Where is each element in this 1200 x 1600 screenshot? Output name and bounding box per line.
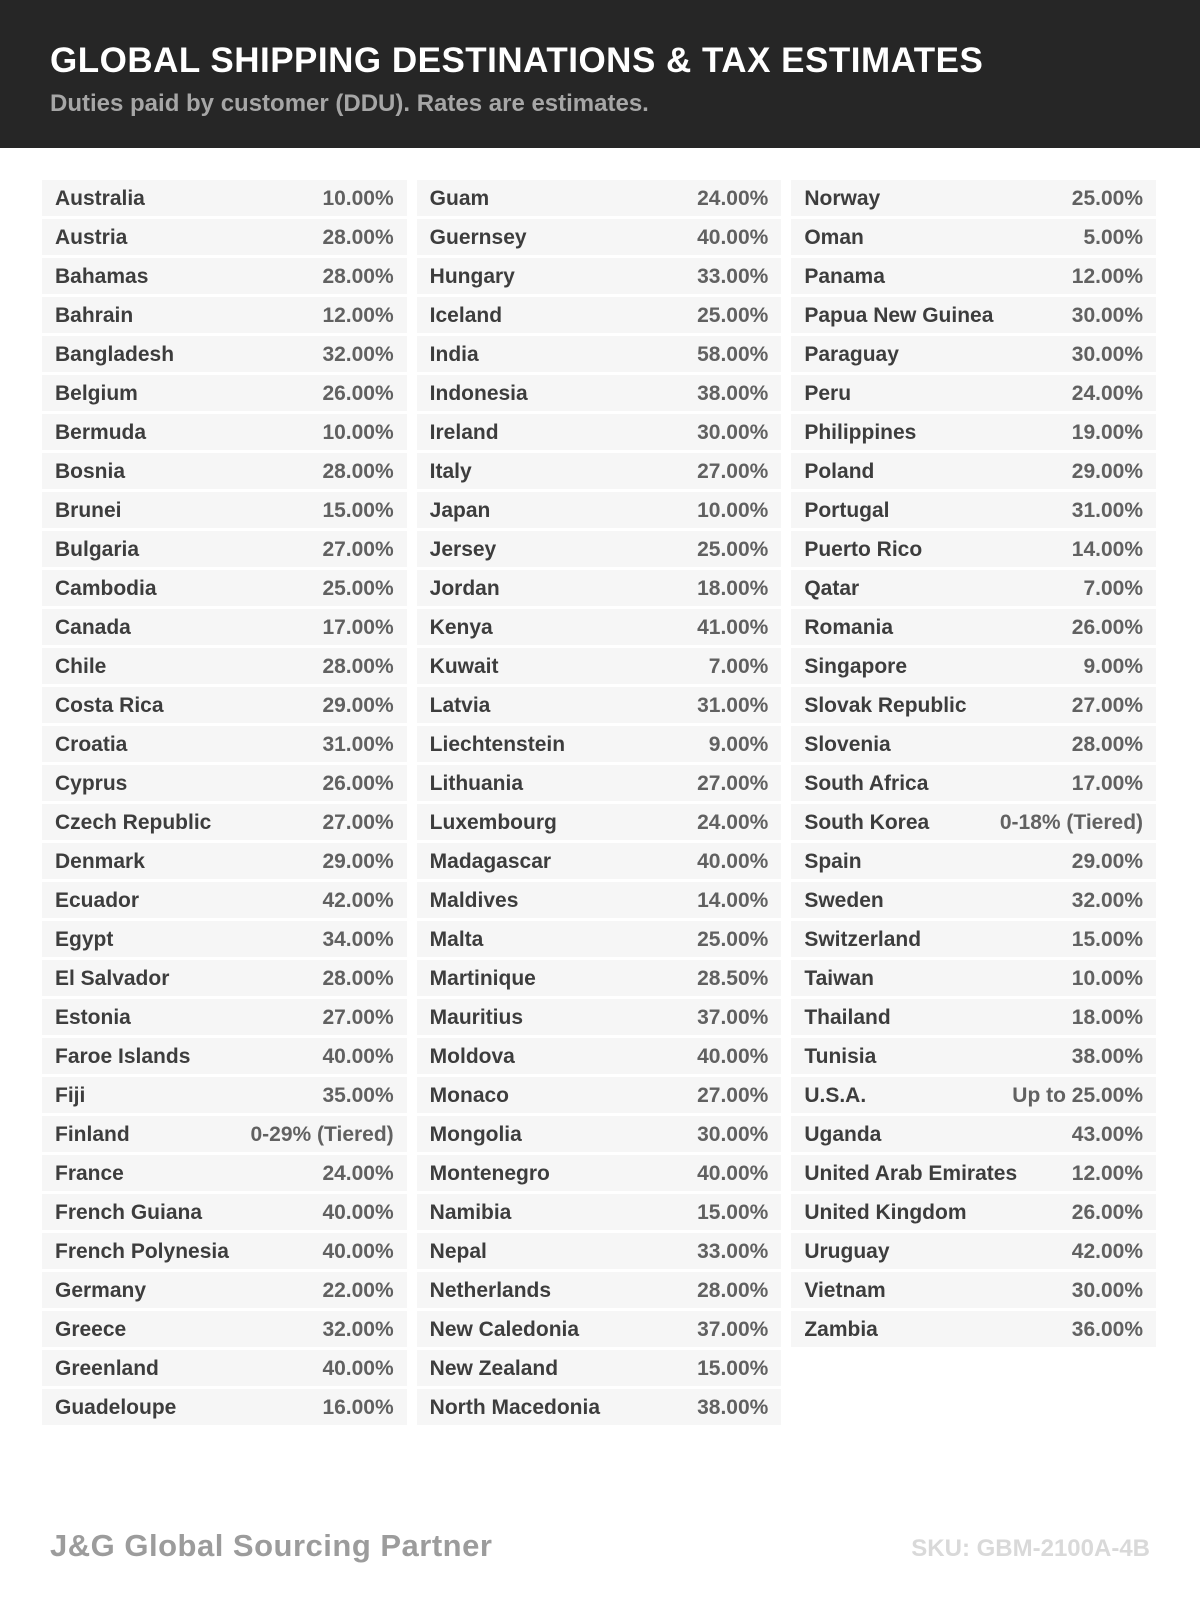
- country-name: Czech Republic: [55, 810, 212, 834]
- tax-rate: 27.00%: [697, 459, 769, 483]
- tax-rate: 15.00%: [697, 1200, 769, 1224]
- country-name: Canada: [55, 615, 131, 639]
- country-name: Faroe Islands: [55, 1044, 191, 1068]
- country-name: Cyprus: [55, 771, 128, 795]
- tax-rate: 38.00%: [697, 381, 769, 405]
- table-row: [42, 453, 407, 489]
- tax-rate: 0-29% (Tiered): [250, 1122, 394, 1146]
- table-row: [42, 1038, 407, 1074]
- tax-rate: 15.00%: [697, 1356, 769, 1380]
- table-row: [417, 492, 782, 528]
- table-row: [791, 492, 1156, 528]
- tax-rate: 28.00%: [322, 966, 394, 990]
- table-row: [791, 414, 1156, 450]
- tax-rate: 40.00%: [697, 1044, 769, 1068]
- table-row: [42, 648, 407, 684]
- table-row: [42, 882, 407, 918]
- tax-rate: 28.00%: [1071, 732, 1144, 756]
- tax-rate: 40.00%: [697, 225, 769, 249]
- table-row: [417, 258, 782, 294]
- table-row: [42, 180, 407, 216]
- country-name: Spain: [804, 849, 862, 873]
- tax-rate: 29.00%: [1071, 849, 1144, 873]
- tax-rate: 18.00%: [1071, 1005, 1144, 1029]
- table-row: [417, 726, 782, 762]
- country-name: Taiwan: [804, 966, 874, 990]
- country-name: Austria: [55, 225, 128, 249]
- tax-rate: 12.00%: [322, 303, 394, 327]
- country-name: Bosnia: [55, 459, 126, 483]
- country-name: Kenya: [429, 615, 493, 639]
- rates-table: [42, 180, 1156, 1428]
- table-row: [42, 297, 407, 333]
- tax-rate: 37.00%: [697, 1317, 769, 1341]
- tax-rate: 28.00%: [322, 459, 394, 483]
- table-row: [417, 882, 782, 918]
- country-name: Vietnam: [804, 1278, 886, 1302]
- tax-rate: 33.00%: [697, 1239, 769, 1263]
- table-row: [791, 1272, 1156, 1308]
- table-row: [42, 1389, 407, 1425]
- tax-rate: 58.00%: [697, 342, 769, 366]
- tax-rate: 27.00%: [322, 537, 394, 561]
- country-name: Mauritius: [429, 1005, 524, 1029]
- country-name: South Korea: [804, 810, 930, 834]
- tax-rate: 32.00%: [1071, 888, 1144, 912]
- tax-rate: 27.00%: [322, 1005, 394, 1029]
- country-name: Italy: [429, 459, 472, 483]
- country-name: Norway: [804, 186, 881, 210]
- table-row: [791, 804, 1156, 840]
- tax-rate: 31.00%: [322, 732, 394, 756]
- tax-rate: 28.50%: [697, 966, 769, 990]
- tax-rate: 29.00%: [322, 693, 394, 717]
- country-name: United Kingdom: [804, 1200, 967, 1224]
- country-name: New Caledonia: [429, 1317, 580, 1341]
- country-name: North Macedonia: [429, 1395, 601, 1419]
- country-name: Chile: [55, 654, 107, 678]
- tax-rate: 24.00%: [322, 1161, 394, 1185]
- country-name: Puerto Rico: [804, 537, 923, 561]
- table-row: [417, 999, 782, 1035]
- country-name: South Africa: [804, 771, 929, 795]
- country-name: French Polynesia: [55, 1239, 229, 1263]
- tax-rate: 40.00%: [697, 849, 769, 873]
- tax-rate: 42.00%: [322, 888, 394, 912]
- tax-rate: 32.00%: [322, 1317, 394, 1341]
- table-row: [417, 1038, 782, 1074]
- country-name: France: [55, 1161, 124, 1185]
- country-name: Guadeloupe: [55, 1395, 177, 1419]
- tax-rate: 30.00%: [1071, 1278, 1144, 1302]
- country-name: Singapore: [804, 654, 908, 678]
- country-name: Guam: [429, 186, 490, 210]
- tax-rate: 27.00%: [697, 1083, 769, 1107]
- tax-rate: 40.00%: [322, 1239, 394, 1263]
- country-name: Uruguay: [804, 1239, 890, 1263]
- header-banner: [0, 0, 1200, 148]
- tax-rate: 5.00%: [1083, 225, 1144, 249]
- page-title: GLOBAL SHIPPING DESTINATIONS & TAX ESTIMATES: [50, 40, 984, 80]
- country-name: Ecuador: [55, 888, 140, 912]
- tax-rate: 14.00%: [1071, 537, 1144, 561]
- country-name: Portugal: [804, 498, 890, 522]
- table-row: [417, 570, 782, 606]
- tax-rate: 10.00%: [322, 420, 394, 444]
- table-row: [417, 687, 782, 723]
- country-name: Australia: [55, 186, 145, 210]
- country-name: Luxembourg: [429, 810, 557, 834]
- tax-rate: 35.00%: [322, 1083, 394, 1107]
- table-row: [417, 765, 782, 801]
- tax-rate: 34.00%: [322, 927, 394, 951]
- country-name: Thailand: [804, 1005, 891, 1029]
- page-subtitle: Duties paid by customer (DDU). Rates are estimates.: [50, 89, 649, 117]
- tax-rate: 31.00%: [697, 693, 769, 717]
- country-name: Paraguay: [804, 342, 899, 366]
- tax-rate: 28.00%: [322, 264, 394, 288]
- country-name: Estonia: [55, 1005, 131, 1029]
- tax-rate: 14.00%: [697, 888, 769, 912]
- table-row: [791, 765, 1156, 801]
- tax-rate: 26.00%: [322, 381, 394, 405]
- table-row: [417, 1194, 782, 1230]
- tax-rate: 28.00%: [697, 1278, 769, 1302]
- page-footer: [0, 1528, 1200, 1564]
- table-row: [791, 1311, 1156, 1347]
- tax-rate: 40.00%: [322, 1356, 394, 1380]
- tax-rate: 30.00%: [1071, 342, 1144, 366]
- tax-rate: 28.00%: [322, 654, 394, 678]
- tax-rate: 25.00%: [1071, 186, 1144, 210]
- table-row: [42, 531, 407, 567]
- table-row: [42, 219, 407, 255]
- country-name: Maldives: [429, 888, 519, 912]
- table-row: [417, 531, 782, 567]
- country-name: Qatar: [804, 576, 860, 600]
- table-row: [791, 453, 1156, 489]
- tax-rate: 32.00%: [322, 342, 394, 366]
- country-name: Martinique: [429, 966, 536, 990]
- table-row: [791, 882, 1156, 918]
- country-name: Bahrain: [55, 303, 134, 327]
- table-row: [791, 609, 1156, 645]
- tax-rate: 26.00%: [1071, 1200, 1144, 1224]
- table-row: [791, 1116, 1156, 1152]
- country-name: Peru: [804, 381, 852, 405]
- table-row: [417, 180, 782, 216]
- tax-rate: 25.00%: [697, 303, 769, 327]
- table-row: [791, 999, 1156, 1035]
- country-name: Namibia: [429, 1200, 512, 1224]
- country-name: Bangladesh: [55, 342, 175, 366]
- tax-rate: 30.00%: [697, 420, 769, 444]
- table-row: [42, 414, 407, 450]
- country-name: Guernsey: [429, 225, 527, 249]
- country-name: Indonesia: [429, 381, 528, 405]
- tax-rate: 26.00%: [1071, 615, 1144, 639]
- table-row: [791, 375, 1156, 411]
- country-name: Philippines: [804, 420, 917, 444]
- tax-rate: 10.00%: [697, 498, 769, 522]
- country-name: French Guiana: [55, 1200, 203, 1224]
- country-name: Hungary: [429, 264, 515, 288]
- tax-rate: 24.00%: [697, 810, 769, 834]
- table-row: [417, 960, 782, 996]
- country-name: Brunei: [55, 498, 122, 522]
- country-name: Ireland: [429, 420, 499, 444]
- tax-rate: 30.00%: [1071, 303, 1144, 327]
- tax-rate: 31.00%: [1071, 498, 1144, 522]
- country-name: Cambodia: [55, 576, 157, 600]
- country-name: Denmark: [55, 849, 145, 873]
- table-row: [791, 1155, 1156, 1191]
- country-name: Jersey: [429, 537, 497, 561]
- table-row: [42, 1116, 407, 1152]
- table-row: [42, 1233, 407, 1269]
- tax-rate: 38.00%: [697, 1395, 769, 1419]
- table-row: [42, 1350, 407, 1386]
- country-name: Costa Rica: [55, 693, 164, 717]
- tax-rate: 19.00%: [1071, 420, 1144, 444]
- rates-column-2: [417, 180, 782, 1428]
- table-row: [791, 687, 1156, 723]
- table-row: [42, 258, 407, 294]
- table-row: [42, 1272, 407, 1308]
- sku-label: SKU: GBM-2100A-4B: [911, 1535, 1150, 1562]
- country-name: Papua New Guinea: [804, 303, 994, 327]
- tax-rate: 37.00%: [697, 1005, 769, 1029]
- country-name: Bermuda: [55, 420, 147, 444]
- brand-name: J&G Global Sourcing Partner: [50, 1528, 493, 1563]
- country-name: Greenland: [55, 1356, 159, 1380]
- country-name: Uganda: [804, 1122, 882, 1146]
- table-row: [791, 1038, 1156, 1074]
- table-row: [417, 1311, 782, 1347]
- country-name: Zambia: [804, 1317, 878, 1341]
- country-name: Slovak Republic: [804, 693, 967, 717]
- tax-rate: 17.00%: [322, 615, 394, 639]
- table-row: [417, 453, 782, 489]
- table-row: [417, 297, 782, 333]
- tax-rate: 7.00%: [708, 654, 769, 678]
- country-name: Bahamas: [55, 264, 149, 288]
- table-row: [791, 297, 1156, 333]
- table-row: [417, 1155, 782, 1191]
- country-name: Malta: [429, 927, 484, 951]
- table-row: [791, 570, 1156, 606]
- table-row: [42, 843, 407, 879]
- country-name: Greece: [55, 1317, 127, 1341]
- table-row: [42, 921, 407, 957]
- country-name: India: [429, 342, 479, 366]
- table-row: [417, 1350, 782, 1386]
- tax-rate: 26.00%: [322, 771, 394, 795]
- tax-rate: 9.00%: [1083, 654, 1144, 678]
- table-row: [42, 765, 407, 801]
- tax-rate: 40.00%: [322, 1200, 394, 1224]
- table-row: [417, 1077, 782, 1113]
- table-row: [791, 921, 1156, 957]
- tax-rate: 29.00%: [322, 849, 394, 873]
- country-name: Egypt: [55, 927, 114, 951]
- table-row: [42, 960, 407, 996]
- tax-rate: 40.00%: [697, 1161, 769, 1185]
- table-row: [42, 570, 407, 606]
- tax-rate: 25.00%: [697, 927, 769, 951]
- tax-rate: 27.00%: [1071, 693, 1144, 717]
- tax-rate: 27.00%: [322, 810, 394, 834]
- table-row: [417, 1116, 782, 1152]
- country-name: Kuwait: [429, 654, 499, 678]
- tax-rate: 33.00%: [697, 264, 769, 288]
- country-name: Monaco: [429, 1083, 510, 1107]
- table-row: [42, 1311, 407, 1347]
- table-row: [791, 726, 1156, 762]
- country-name: Croatia: [55, 732, 128, 756]
- table-row: [417, 1233, 782, 1269]
- table-row: [791, 960, 1156, 996]
- table-row: [42, 999, 407, 1035]
- table-row: [417, 336, 782, 372]
- table-row: [42, 1155, 407, 1191]
- country-name: Moldova: [429, 1044, 515, 1068]
- tax-rate: 28.00%: [322, 225, 394, 249]
- tax-rate: 43.00%: [1071, 1122, 1144, 1146]
- rates-column-3: [791, 180, 1156, 1350]
- table-row: [791, 1194, 1156, 1230]
- country-name: Liechtenstein: [429, 732, 566, 756]
- table-row: [417, 414, 782, 450]
- country-name: United Arab Emirates: [804, 1161, 1018, 1185]
- country-name: U.S.A.: [804, 1083, 867, 1107]
- tax-rate: 7.00%: [1083, 576, 1144, 600]
- country-name: El Salvador: [55, 966, 170, 990]
- tax-rate: 15.00%: [322, 498, 394, 522]
- table-row: [791, 1077, 1156, 1113]
- country-name: Japan: [429, 498, 491, 522]
- country-name: Belgium: [55, 381, 138, 405]
- table-row: [42, 375, 407, 411]
- country-name: Romania: [804, 615, 894, 639]
- tax-rate: 15.00%: [1071, 927, 1144, 951]
- tax-rate: 36.00%: [1071, 1317, 1144, 1341]
- tax-rate: 30.00%: [697, 1122, 769, 1146]
- table-row: [42, 492, 407, 528]
- tax-rate: Up to 25.00%: [1012, 1083, 1144, 1107]
- country-name: Mongolia: [429, 1122, 522, 1146]
- table-row: [42, 1194, 407, 1230]
- table-row: [791, 180, 1156, 216]
- tax-rate: 24.00%: [697, 186, 769, 210]
- table-row: [417, 375, 782, 411]
- tax-rate: 24.00%: [1071, 381, 1144, 405]
- tax-rate: 10.00%: [322, 186, 394, 210]
- tax-rate: 40.00%: [322, 1044, 394, 1068]
- table-row: [791, 258, 1156, 294]
- table-row: [417, 219, 782, 255]
- country-name: Finland: [55, 1122, 130, 1146]
- country-name: New Zealand: [429, 1356, 559, 1380]
- table-row: [791, 219, 1156, 255]
- tax-rate: 42.00%: [1071, 1239, 1144, 1263]
- tax-rate: 9.00%: [708, 732, 769, 756]
- table-row: [42, 726, 407, 762]
- country-name: Latvia: [429, 693, 491, 717]
- table-row: [417, 843, 782, 879]
- table-row: [417, 921, 782, 957]
- tax-rate: 0-18% (Tiered): [999, 810, 1144, 834]
- tax-rate: 16.00%: [322, 1395, 394, 1419]
- table-row: [417, 609, 782, 645]
- tax-rate: 38.00%: [1071, 1044, 1144, 1068]
- country-name: Sweden: [804, 888, 884, 912]
- table-row: [42, 336, 407, 372]
- country-name: Netherlands: [429, 1278, 552, 1302]
- country-name: Switzerland: [804, 927, 922, 951]
- tax-rate: 27.00%: [697, 771, 769, 795]
- country-name: Panama: [804, 264, 885, 288]
- country-name: Tunisia: [804, 1044, 877, 1068]
- table-row: [791, 648, 1156, 684]
- country-name: Oman: [804, 225, 864, 249]
- country-name: Slovenia: [804, 732, 891, 756]
- tax-rate: 18.00%: [697, 576, 769, 600]
- country-name: Poland: [804, 459, 875, 483]
- tax-rate: 29.00%: [1071, 459, 1144, 483]
- table-row: [417, 1272, 782, 1308]
- country-name: Iceland: [429, 303, 503, 327]
- rates-column-1: [42, 180, 407, 1428]
- tax-rate: 12.00%: [1071, 264, 1144, 288]
- country-name: Fiji: [55, 1083, 86, 1107]
- tax-rate: 22.00%: [322, 1278, 394, 1302]
- country-name: Bulgaria: [55, 537, 140, 561]
- country-name: Lithuania: [429, 771, 524, 795]
- table-row: [791, 843, 1156, 879]
- tax-rate: 41.00%: [697, 615, 769, 639]
- country-name: Jordan: [429, 576, 500, 600]
- country-name: Nepal: [429, 1239, 487, 1263]
- tax-rate: 25.00%: [322, 576, 394, 600]
- table-row: [42, 609, 407, 645]
- tax-rate: 12.00%: [1071, 1161, 1144, 1185]
- table-row: [417, 648, 782, 684]
- table-row: [42, 1077, 407, 1113]
- table-row: [791, 1233, 1156, 1269]
- country-name: Germany: [55, 1278, 147, 1302]
- table-row: [791, 531, 1156, 567]
- table-row: [791, 336, 1156, 372]
- tax-rate: 17.00%: [1071, 771, 1144, 795]
- tax-rate: 10.00%: [1071, 966, 1144, 990]
- country-name: Madagascar: [429, 849, 552, 873]
- table-row: [42, 687, 407, 723]
- tax-rate: 25.00%: [697, 537, 769, 561]
- table-row: [42, 804, 407, 840]
- table-row: [417, 804, 782, 840]
- country-name: Montenegro: [429, 1161, 550, 1185]
- table-row: [417, 1389, 782, 1425]
